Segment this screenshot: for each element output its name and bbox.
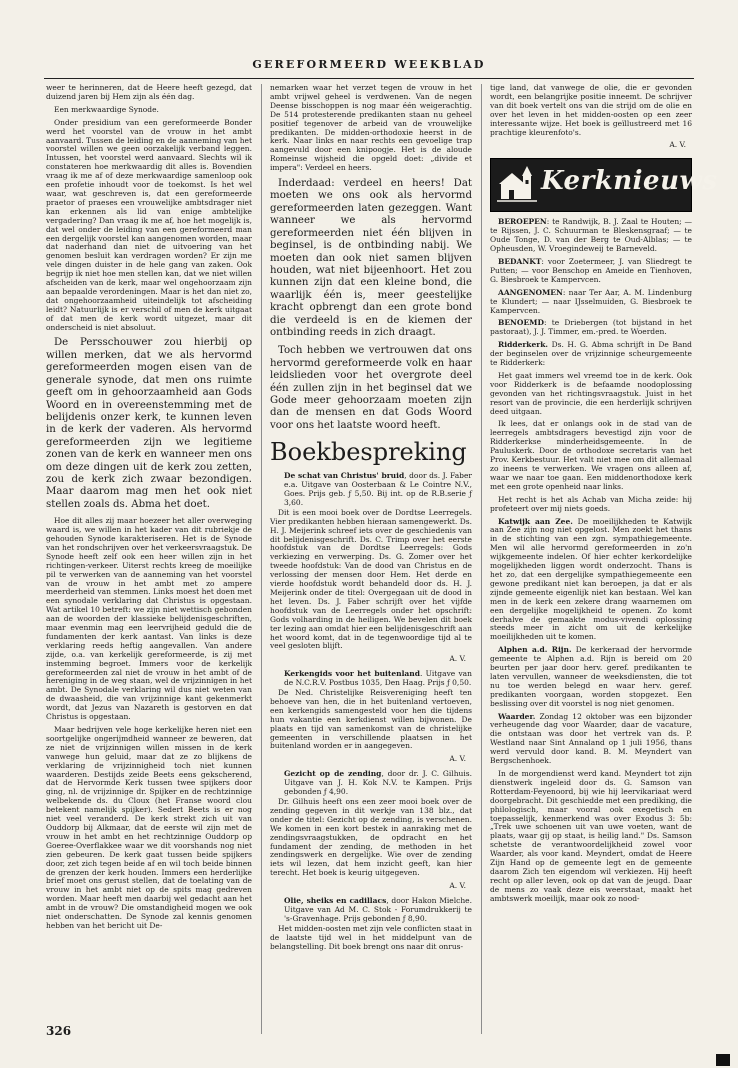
news-item-text: De kerkeraad der hervormde gemeente te Alphen a.d. Rijn is bereid om 20 beurten per jaar door herv. geref. predikanten te laten vervullen, wanneer de weeksdiensten, die tot nu toe werden belegd en waar herv. geref. predikanten voorgaan, worden stopgezet. Een beslissing over dit voorstel is nog niet genomen. xyxy=(490,645,692,708)
column-divider xyxy=(261,84,262,1034)
news-item-text: Het recht is het als Achab van Micha zeide: hij profeteert over mij niets goeds. xyxy=(490,494,692,513)
news-item-text: Zondag 12 oktober was een bijzonder verheugende dag voor Waarder, daar de vacature, die ontstaan was door het vertrek van ds. P. Westland naar Sint Annaland op 1 juli 1956, thans werd vervuld door kand. B. M. Meyndert van Bergschenhoek. xyxy=(490,711,692,766)
church-icon xyxy=(497,165,537,205)
news-item-label: AANGENOMEN xyxy=(498,287,563,297)
news-item-label: Ridderkerk. xyxy=(498,340,549,350)
book-reviews xyxy=(270,472,472,951)
print-corner-mark xyxy=(716,1054,730,1066)
article-paragraph: Hoe dit alles zij maar hoezeer het aller overweging waard is, we willen in het kader van dit rubriekje de gehouden Synode karakteriseren. Het is de Synode van het rondschrijven over het verkeersvraagstuk. De Synode heeft zelf ook een heer willen zijn in het richtingen-verkeer. Uiterst rechts kreeg de moeilijke pil te verwerken van de aanneming van het voorstel van de vrouw in het ambt met zo ampere meerderheid van stemmen. Links moest het doen met een synodale verklaring dat Christus is opgestaan. Wat artikel 10 betreft: we zijn niet wettisch gebonden aan de woorden der klassieke belijdenisgeschriften, maar evenmin mag een leervrijheid geduld die de fundamenten der kerk aantast. Van links is deze verklaring reeds heftig aangevallen. Van andere zijde, o.a. van kerkelijk gereformeerde, is zij met instemming begroet. Immers voor de kerkelijk gereformeerden zal niet de vrouw in het ambt of de hereniging in de weg staan, wel de vrijzinnigen in het ambt. De Synodale verklaring wil dus niet weten van de dwaasheid, die van vrijzinnige kant gekenmerkt wordt, dat Jezus van Nazareth is gestorven en dat Christus is opgestaan. xyxy=(46,516,252,722)
review-book-title: Gezicht op de zending xyxy=(284,769,382,779)
column-divider xyxy=(481,84,482,1034)
article-paragraph: Maar bedrijven vele hoge kerkelijke heren niet een soortgelijke ongerijmdheid wanneer ze beweren, dat ze niet de vrijzinnigen willen missen in de kerk vanwege hun geluid, maar dat ze zo blijkens de verklaring de vrijzinnigheid toch niet kunnen waarderen. Destijds zeide Beets eens gekscherend, dat de Hervormde Kerk tussen twee spijkers door ging, nl. de vrijzinnige dr. Spijker en de rechtzinnige welbekende ds. du Cloux (het Franse woord clou betekent namelijk spijker). Sedert Beets is er nog niet veel veranderd. De kerk strekt zich uit van Ouddorp bij Alkmaar, dat de eerste wil zijn met de vrouw in het ambt en het rechtzinnige Ouddorp op Goeree-Overflakkee waar we dit voorshands nog niet zien gebeuren. De kerk gaat tussen beide spijkers door, zet zich tegen beide af en wil toch beide binnen de grenzen der kerk houden. Immers een herderlijke brief moet ons gerust stellen, dat de toelating van de vrouw in het ambt niet op de spits mag gedreven worden. Maar heeft men daarbij wel gedacht aan het ambt in de vrouw? Die omstandigheid mogen we ook niet onderschatten. De Synode zal kennis genomen hebben van het bericht uit De- xyxy=(46,725,252,930)
news-item-label: Waarder. xyxy=(498,711,536,721)
article-paragraph: Onder presidium van een gereformeerde Bonder werd het voorstel van de vrouw in het ambt aanvaard. Tussen de leiding en de aanneming van het voorstel willen we geen oorzakelijk verband leggen. Intussen, het voorstel werd aanvaard. Slechts wil ik constateren hoe merkwaardig dit alles is. Bovendien vraag ik me af of deze merkwaardige samenloop ook een profetie inhoudt voor de toekomst. Is het wel waar, wat geschreven is, dat een gereformeerde praetor of praeses een vrouwelijke ambtsdrager niet kan erkennen als lid van enige ambtelijke vergadering? Dan vraag ik me af, hoe het mogelijk is, dat wel onder de leiding van een gereformeerd man een dergelijk voorstel kan aangenomen worden, maar dat naderhand dan niet de uitvoering van het genomen besluit kan verdragen worden? Er zijn me vele dingen duister in de hele gang van zaken. Ook begrijp ik niet hoe men stellen kan, dat we niet willen afscheiden van de kerk, maar wel ongehoorzaam zijn aan bepaalde verordeningen. Maar is het dan niet zo, dat ongehoorzaamheid uiteindelijk tot afscheiding leidt? Natuurlijk is er verschil of men de kerk uitgaat of dat men de kerk wordt uitgezet, maar dit onderscheid is niet absoluut. xyxy=(46,117,252,332)
review-body: Het midden-oosten met zijn vele conflicten staat in de laatste tijd wel in het middelpunt van de belangstelling. Dit boek brengt ons naar dit onrus- xyxy=(270,923,472,951)
review-book-meta: , door Hakon Mielche. Uitgave van Ad M. C. Stok - Forumdrukkerij te 's-Gravenhage. Prijs gebonden ƒ 8,90. xyxy=(284,896,472,923)
review-signature: A. V. xyxy=(449,881,466,891)
news-item-text: : te Driebergen (tot bijstand in het pastoraat), J. J. Timmer, em.-pred. te Woerden. xyxy=(490,318,692,337)
church-news-list xyxy=(490,218,692,903)
review-book-title: Kerkengids voor het buitenland xyxy=(284,669,420,679)
review-body: Dr. Gilhuis heeft ons een zeer mooi boek over de zending gegeven in dit werkje van 138 blz., dat onder de titel: Gezicht op de zending, is verschenen. We komen in een kort bestek in aanraking met de zendingsvraagstukken, de opdracht en het fundament der zending, de methoden in het zendingswerk en dergelijke. Wie over de zending iets wil lezen, dat hem inzicht geeft, kan hier terecht. Het boek is keurig uitgegeven. xyxy=(270,797,472,878)
news-item xyxy=(490,770,692,904)
review-signature: A. V. xyxy=(669,140,686,150)
news-item-text: In de morgendienst werd kand. Meyndert tot zijn dienstwerk ingeleid door ds. G. Samson van Rotterdam-Feyenoord, bij wie hij leervikariaat werd doorgebracht. Dit geschiedde met een prediking, die philologisch, maar vooral ook exegetisch en toepasselijk, kenmerkend was over Exodus 3: 5b: „Trek uwe schoenen uit van uwe voeten, want de plaats, waar gij op staat, is heilig land." Ds. Samson schetste de verantwoordelijkheid zowel voor Waarder, als voor kand. Meyndert, omdat de Heere Zijn Hand op de gemeente legt en de gemeente daarom Zich ten eigendom wil verkiezen. Hij heeft recht op aller leven, ook op dat van de jeugd. Daar de mens zo vaak deze eis weerstaat, maakt het ambtswerk moeilijk, maar ook zo nood- xyxy=(490,769,692,903)
review-heading xyxy=(284,472,472,508)
review-signature: A. V. xyxy=(449,654,466,664)
review-signature: A. V. xyxy=(449,754,466,764)
news-item-label: BENOEMD xyxy=(498,318,544,328)
review-book-meta: , door dr. J. C. Gilhuis. Uitgave van J. H. Kok N.V. te Kampen. Prijs gebonden ƒ 4,90. xyxy=(284,769,472,797)
review-continuation: tige land, dat vanwege de olie, die er gevonden wordt, een belangrijke positie inneemt. De schrijver van dit boek vertelt ons van die strijd om de olie en over het leven in het midden-oosten op een zeer interessante wijze. Het boek is geïllustreerd met 16 prachtige kleurenfoto's. xyxy=(490,83,692,137)
column-3 xyxy=(490,83,718,1044)
news-item-label: Alphen a.d. Rijn. xyxy=(498,645,572,655)
article-paragraph: De Persschouwer zou hierbij op willen merken, dat we als hervormd gereformeerden mogen eisen van de generale synode, dat men ons ruimte geeft om in gehoorzaamheid aan Gods Woord en in overeenstemming met de belijdenis onzer kerk, te kunnen leven in de kerk der vaderen. Als hervormd gereformeerden zijn we legitieme zonen van de kerk en wanneer men ons om deze dingen uit de kerk zou zetten, zou de kerk zich zwaar bezondigen. Maar daarom mag men het ook niet stellen zoals ds. Abma het doet. xyxy=(46,337,252,510)
review-body: De Ned. Christelijke Reisvereniging heeft ten behoeve van hen, die in het buitenland vertoeven, een kerkengids samengesteld voor hen die tijdens hun vakantie een kerkdienst willen bijwonen. De plaats en tijd van samenkomst van de christelijke gemeenten in verschillende plaatsen in het buitenland worden er in aangegeven. xyxy=(270,688,472,751)
news-item xyxy=(490,646,692,708)
news-item-text: Ds. H. G. Abma schrijft in De Band der beginselen over de vrijzinnige scheurgemeente te Ridderkerk: xyxy=(490,340,692,368)
news-item-text: Het gaat immers wel vreemd toe in de kerk. Ook voor Ridderkerk is de befaamde noodoplossing gevonden van het richtingsvraagstuk. Juist in het resort van de provincie, die een herderlijk schrijven deed uitgaan. xyxy=(490,370,692,416)
review-heading xyxy=(284,897,472,924)
news-item xyxy=(490,518,692,643)
news-item-text: : naar Ter Aar, A. M. Lindenburg te Klundert; — naar IJsselmuiden, G. Biesbroek te Kampervcen. xyxy=(490,287,692,315)
column-2 xyxy=(270,84,472,1044)
article-paragraph: weer te herinneren, dat de Heere heeft gezegd, dat duizend jaren bij Hem zijn als één dag. xyxy=(46,83,252,101)
header-rule xyxy=(44,78,694,79)
masthead-title: GEREFORMEERD WEEKBLAD xyxy=(252,58,486,71)
review-book-title: Olie, sheiks en cadillacs xyxy=(284,896,387,906)
news-item-label: BEROEPEN xyxy=(498,217,547,227)
news-item xyxy=(490,258,692,285)
boekbespreking-heading: Boekbespreking xyxy=(270,438,467,467)
review-book-meta: . Uitgave van de N.C.R.V. Postbus 1035, Den Haag. Prijs ƒ 0,50. xyxy=(284,669,472,688)
news-item-text: : te Randwijk, B. J. Zaal te Houten; — te Rijssen, J. C. Schuurman te Bleskensgraaf; — te Oude Tonge, D. van der Berg te Oud-Alblas; — te Opheusden, W. Vroegindeweij te Barneveld. xyxy=(490,217,692,254)
news-item-text: De moeilijkheden te Katwijk aan Zee zijn nog niet opgelost. Men zoekt het thans in de stichting van een zgn. sympathiegemeente. Men wil alle hervormd gereformeerden in zo'n wijkgemeente indelen. Of hier echter kerkordelijke mogelijkheden liggen wordt onderzocht. Thans is het zo, dat een dergelijke sympathiegemeente een gewone predikant niet kan beroepen, ja dat er als zijnde gemeente eigenlijk niet kan bestaan. Wel kan men in de kerk een zekere drang waarnemen om een dergelijke mogelijkheid te openen. Zo komt derhalve de gemaakte modus-vivendi oplossing steeds meer in zicht om uit de kerkelijke moeilijkheden uit te komen. xyxy=(490,516,692,642)
article-paragraph: Inderdaad: verdeel en heers! Dat moeten we ons ook als hervormd gereformeerden laten gezeggen. Want wanneer we als hervormd gereformeerden niet één blijven in beginsel, is de ontbinding nabij. We moeten dan ook niet samen blijven houden, wat niet bijeenhoort. Het zou kunnen zijn dat een kleine bond, die waarlijk één is, meer geestelijke kracht opbrengt dan een grote bond die verdeeld is en de kiemen der ontbinding reeds in zich draagt. xyxy=(270,178,472,338)
article-paragraph: Toch hebben we vertrouwen dat ons hervormd gereformeerde volk en haar leidslieden voor het overgrote deel één zullen zijn in het beginsel dat we Gode meer gehoorzaam moeten zijn dan de mensen en dat Gods Woord voor ons het laatste woord heeft. xyxy=(270,345,472,431)
news-item xyxy=(490,372,692,417)
page-number: 326 xyxy=(46,1024,72,1038)
review-book-meta: , door ds. J. Faber e.a. Uitgave van Oosterbaan & Le Cointre N.V., Goes. Prijs geb. ƒ 5,50. Bij int. op de R.B.serie ƒ 3,60. xyxy=(284,471,472,507)
news-item xyxy=(490,319,692,337)
news-item xyxy=(490,289,692,316)
news-item xyxy=(490,713,692,766)
column-2-text xyxy=(270,84,472,432)
review-heading xyxy=(284,670,472,688)
review-book-title: De schat van Christus' bruid xyxy=(284,471,405,481)
news-item-label: Katwijk aan Zee. xyxy=(498,516,573,526)
column-1 xyxy=(46,84,252,1020)
review-body: Dit is een mooi boek over de Dordtse Leerregels. Vier predikanten hebben hieraan samengewerkt. Ds. H. J. Meijerink schreef iets over de geschiedenis van dit belijdenisgeschrift. Ds. C. Trimp over het eerste hoofdstuk van de Dordtse Leerregels: Gods verkiezing en verwerping. Ds. G. Zomer over het tweede hoofdstuk: Van de dood van Christus en de verlossing der mensen door Hem. Het derde en vierde hoofdstuk wordt behandeld door ds. H. J. Meijerink onder de titel: Overgegaan uit de dood in het leven. Ds. J. Faber schrijft over het vijfde hoofdstuk van de Leerregels onder het opschrift: Gods volharding in de heiligen. We bevelen dit boek ter lezing aan omdat hier een belijdenisgeschrift aan het woord komt, dat in de tegenwoordige tijd al te veel gesloten blijft. xyxy=(270,507,472,651)
article-paragraph: nemarken waar het verzet tegen de vrouw in het ambt vrijwel geheel is verdwenen. Van de negen Deense bisschoppen is nog maar één weigerachtig. De 514 protesterende predikanten staan nu geheel positief tegenover de arbeid van de vrouwelijke predikanten. De midden-orthodoxie heerst in de kerk. Naar links en naar rechts een gevoelige trap aangevuld door een knipoogje. Het is de aloude Romeinse wijsheid die opgeld doet: „divide et impera": Verdeel en heers. xyxy=(270,83,472,173)
review-heading xyxy=(284,770,472,797)
news-item xyxy=(490,341,692,368)
news-item-label: BEDANKT xyxy=(498,256,542,266)
article-paragraph: Een merkwaardige Synode. xyxy=(54,104,159,114)
kerknieuws-title: Kerknieuws xyxy=(541,166,718,197)
news-item-text: : voor Zoetermeer, J. van Sliedregt te Putten; — voor Benschop en Ameide en Tienhoven, G. Biesbroek te Kampervcen. xyxy=(490,256,692,284)
news-item-text: Ik lees, dat er onlangs ook in de stad van de leerregels ambtsdragers bevestigd zijn voor de Ridderkerkse minderheidsgemeente. In de Pauluskerk. Door de orthodoxe secretaris van het Prov. Kerkbestuur. Het valt niet mee om dit allemaal zo ineens te verwerken. We vragen ons alleen af, waar we naar toe gaan. Een middenorthodoxe kerk met een grote openheid naar links. xyxy=(490,419,692,491)
news-item xyxy=(490,420,692,491)
news-item xyxy=(490,218,692,254)
kerknieuws-banner xyxy=(490,158,718,212)
news-item xyxy=(490,496,692,514)
